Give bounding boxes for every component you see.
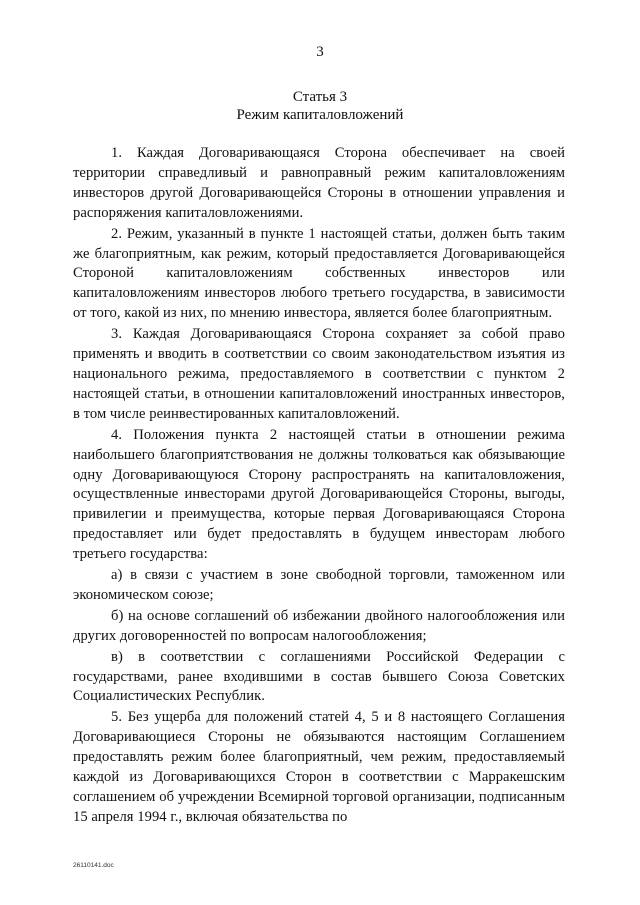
document-body xyxy=(73,144,565,829)
paragraph-5: 5. Без ущерба для положений статей 4, 5 и 8 настоящего Соглашения Договаривающиеся Стороны не обязываются настоящим Соглашением предоставлять режим более благоприятный, чем режим, предоставляемый каждой из Договаривающихся Сторон в соответствии с Марракешским соглашением об учреждении Всемирной торговой организации, подписанным 15 апреля 1994 г., включая обязательства по xyxy=(73,709,565,825)
paragraph-4: 4. Положения пункта 2 настоящей статьи в отношении режима наибольшего благоприятствования не должны толковаться как обязывающие одну Договаривающуюся Сторону распространять на капиталовложения, осуществленные инвесторами другой Договаривающейся Стороны, выгоды, привилегии и преимущества, которые первая Договаривающаяся Сторона предоставляет или будет предоставлять в будущем инвесторам любого третьего государства: xyxy=(73,426,565,563)
paragraph-3: 3. Каждая Договаривающаяся Сторона сохраняет за собой право применять и вводить в соответствии со своим законодательством изъятия из национального режима, предоставляемого в соответствии с пунктом 2 настоящей статьи, в отношении капиталовложений иностранных инвесторов, в том числе реинвестированных капиталовложений. xyxy=(73,326,565,422)
paragraph-2: 2. Режим, указанный в пункте 1 настоящей статьи, должен быть таким же благоприятным, как режим, который предоставляется Договаривающейся Стороной капиталовложениям собственных инвесторов или капиталовложениям инвесторов любого третьего государства, в зависимости от того, какой из них, по мнению инвестора, является более благоприятным. xyxy=(73,225,565,322)
paragraph-4-item-a: а) в связи с участием в зоне свободной торговли, таможенном или экономическом союзе; xyxy=(73,567,565,603)
paragraph-4-item-b: б) на основе соглашений об избежании двойного налогообложения или других договоренностей по вопросам налогообложения; xyxy=(73,607,565,644)
article-title: Статья 3 xyxy=(292,89,348,105)
paragraph-4-item-c: в) в соответствии с соглашениями Российской Федерации с государствами, ранее входившими в состав бывшего Союза Советских Социалистических Республик. xyxy=(73,648,565,705)
paragraph-1: 1. Каждая Договаривающаяся Сторона обеспечивает на своей территории справедливый и равноправный режим капиталовложениям инвесторов другой Договаривающейся Стороны в отношении управления и распоряжения капиталовложениями. xyxy=(73,145,565,221)
article-subtitle: Режим капиталовложений xyxy=(236,107,404,123)
document-footer: 26110141.doc xyxy=(73,862,114,869)
page-number: 3 xyxy=(316,44,324,60)
